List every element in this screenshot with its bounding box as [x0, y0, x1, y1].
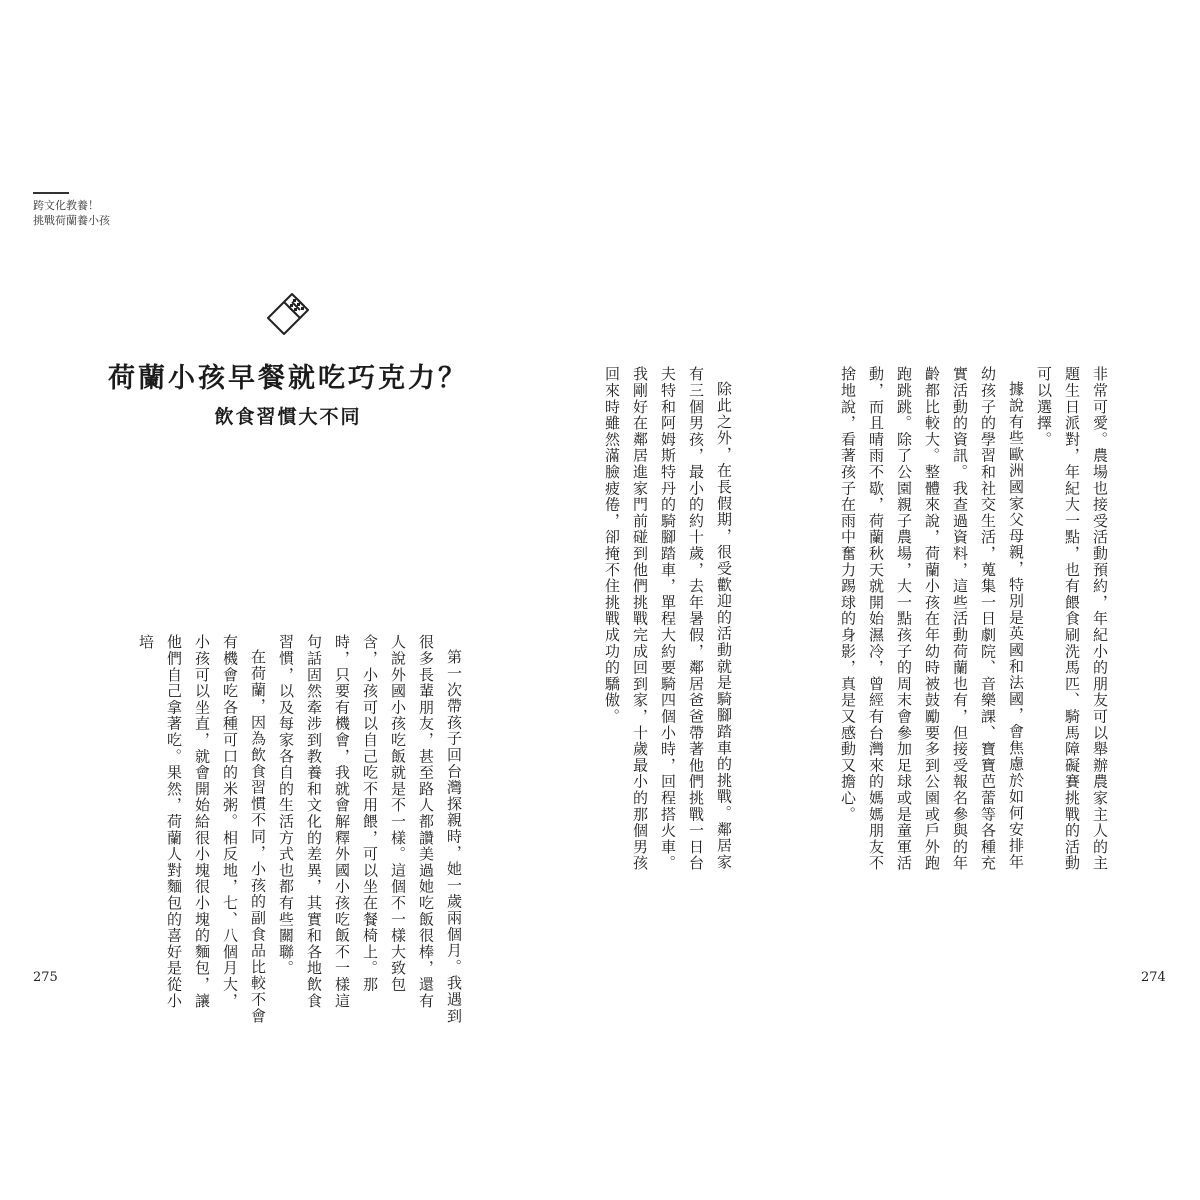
running-header-line2: 挑戰荷蘭養小孩	[33, 214, 110, 227]
right-page-body-2	[598, 366, 738, 886]
running-header-line1: 跨文化教養！	[33, 199, 99, 212]
left-page-body	[132, 634, 468, 1024]
right-page-body-1	[834, 366, 1114, 886]
body-paragraph: 非常可愛。農場也接受活動預約，年紀小的朋友可以舉辦農家主人的主題生日派對，年紀大一點，也有餵食刷洗馬匹、騎馬障礙賽挑戰的活動可以選擇。	[1035, 366, 1109, 872]
body-paragraph: 據說有些歐洲國家父母親，特別是英國和法國，會焦慮於如何安排年幼孩子的學習和社交生活，蒐集一日劇院、音樂課、寶寶芭蕾等各種充實活動的資訊。我查過資料，這些活動荷蘭也有，但接受報名參與的年齡都比較大。整體來說，荷蘭小孩在年幼時被鼓勵要多到公園或戶外跑跑跳跳。除了公園親子農場，大一點孩子的周末會參加足球或是童軍活動，而且晴雨不歇，荷蘭秋天就開始濕冷，曾經有台灣來的媽媽朋友不捨地說，看著孩子在雨中奮力踢球的身影，真是又感動又擔心。	[839, 366, 1025, 872]
chapter-title: 荷蘭小孩早餐就吃巧克力？	[108, 363, 468, 394]
body-paragraph: 在荷蘭，因為飲食習慣不同，小孩的副食品比較不會有機會吃各種可口的米粥。相反地，七、八個月大，小孩可以坐直，就會開始給很小塊很小塊的麵包，讓他們自己拿著吃。果然，荷蘭人對麵包的喜好是從小培	[137, 634, 267, 1024]
chapter-subtitle: 飲食習慣大不同	[214, 406, 362, 428]
page-number-right: 274	[1141, 970, 1166, 985]
body-paragraph: 第一次帶孩子回台灣探親時，她一歲兩個月。我遇到很多長輩朋友，甚至路人都讚美過她吃飯很棒，還有人說外國小孩吃飯就是不一樣。這個不一樣大致包含，小孩可以自己吃不用餵，可以坐在餐椅上。那時，只要有機會，我就會解釋外國小孩吃飯不一樣這句話固然牽涉到教養和文化的差異，其實和各地飲食習慣，以及每家各自的生活方式也都有些關聯。	[277, 634, 463, 1024]
header-rule	[33, 192, 69, 194]
body-paragraph: 除此之外，在長假期，很受歡迎的活動就是騎腳踏車的挑戰。鄰居家有三個男孩，最小的約十歲，去年暑假，鄰居爸爸帶著他們挑戰一日台夫特和阿姆斯特丹的騎腳踏車，單程大約要騎四個小時，回程搭火車。我剛好在鄰居進家門前碰到他們挑戰完成回到家，十歲最小的那個男孩回來時雖然滿臉疲倦，卻掩不住挑戰成功的驕傲。	[603, 366, 733, 872]
chocolate-bar-icon	[262, 292, 310, 340]
page-number-left: 275	[33, 970, 58, 985]
running-header	[33, 192, 110, 228]
